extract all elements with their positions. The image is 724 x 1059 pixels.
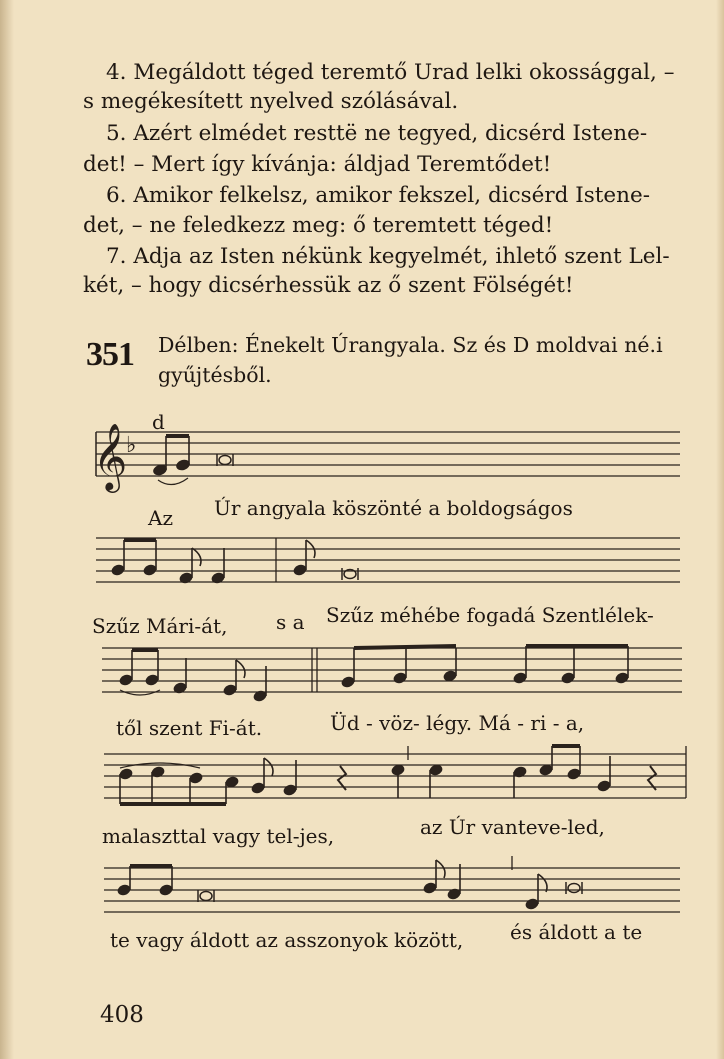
staff-3 [0,640,724,720]
staff-lines [104,868,680,912]
verse-4-line-1: 4. Megáldott téged teremtő Urad lelki okossággal, – [106,60,675,85]
verse-4-line-2: s megékesített nyelved szólásával. [83,89,459,114]
treble-clef-icon: 𝄞 [93,422,128,490]
hymn-title [158,330,663,390]
note-group [423,860,461,900]
hymn-title-line-1: Délben: Énekelt Úrangyala. Sz és D moldvai né.i [158,333,663,357]
verse-6-line-2: det, – ne feledkezz meg: ő teremtett téged! [83,213,554,238]
lyric-phrase: Szűz méhébe fogadá Szentlélek- [326,603,654,627]
verse-5-line-2: det! – Mert így kívánja: áldjad Teremtődet! [83,152,552,177]
note-group [117,866,173,896]
mode-letter: d [152,410,165,434]
lyric-phrase: az Úr vanteve-led, [420,815,605,839]
lyric-phrase: malaszttal vagy tel-jes, [102,824,335,848]
verse-6-line-1: 6. Amikor felkelsz, amikor fekszel, dicsérd Istene- [106,183,650,208]
breve-note-icon [198,890,214,902]
lyric-phrase: Úr angyala köszönté a boldogságos [214,496,573,520]
lyric-word: Az [148,506,173,530]
lyric-word: s a [276,610,305,634]
hymn-number: 351 [86,336,134,373]
breve-note-icon [342,568,358,580]
breve-note-icon [566,882,582,894]
verse-5-line-1: 5. Azért elmédet resttë ne tegyed, dicsérd Istene- [106,121,648,146]
staff-2 [0,530,724,610]
staff-4 [0,746,724,826]
verse-7-line-2: két, – hogy dicsérhessük az ő szent Fölségét! [83,273,574,298]
lyric-phrase: Szűz Mári-át, [92,614,228,638]
lyric-phrase: te vagy áldott az asszonyok között, [110,928,464,952]
note-group [111,540,225,584]
page-number: 408 [100,1002,144,1028]
staff-lines [102,648,682,692]
verse-7-line-1: 7. Adja az Isten nékünk kegyelmét, ihlető szent Lel- [106,244,670,269]
note-group [119,650,267,702]
breve-note-icon [217,454,233,466]
flat-sign-icon: ♭ [126,433,137,458]
lyric-phrase: és áldott a te [510,920,643,944]
note-group [341,646,629,688]
lyric-phrase: Üd - vöz- légy. Má - ri - a, [330,711,585,735]
lyric-phrase: től szent Fi-át. [116,716,263,740]
hymn-title-line-2: gyűjtésből. [158,363,272,387]
